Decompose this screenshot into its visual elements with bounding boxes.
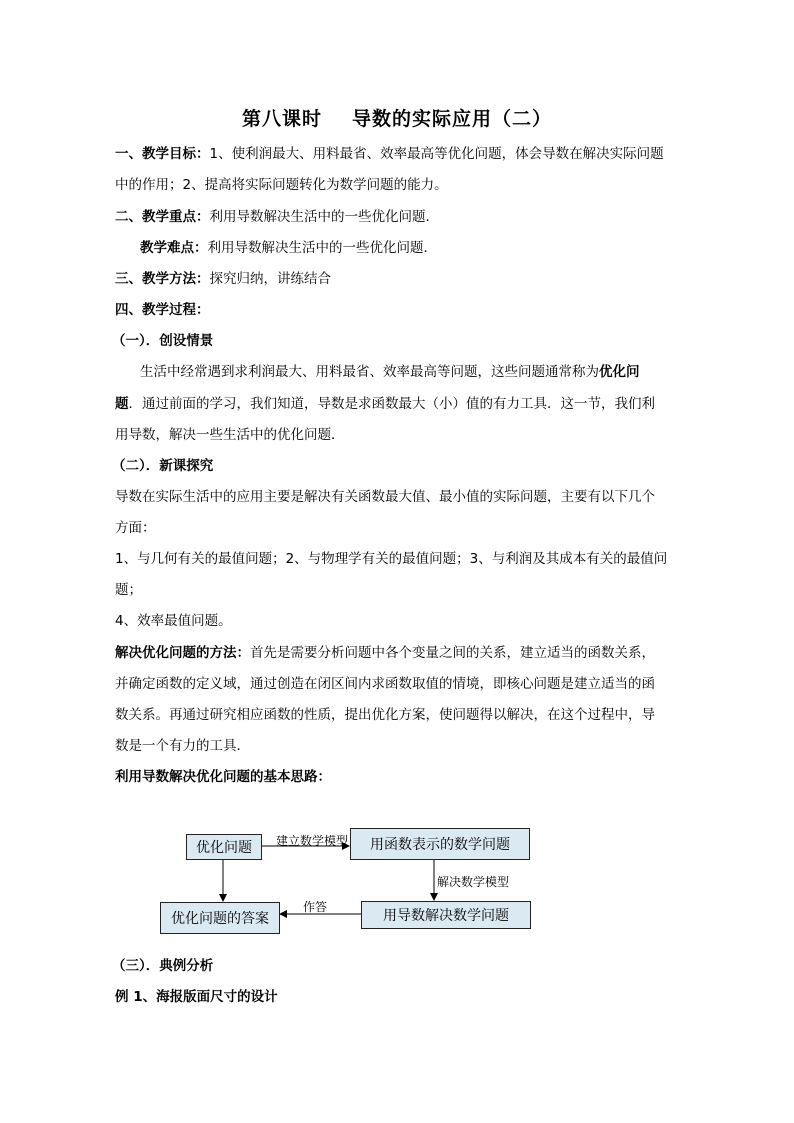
process-heading: 四、教学过程： [115,302,210,318]
key-points-line [115,207,439,227]
section1-text-2b: ．通过前面的学习，我们知道，导数是求函数最大（小）值的有力工具．这一节，我们利 [128,396,655,412]
method-para-line-1 [115,643,655,663]
objectives-label: 一、教学目标： [115,146,210,162]
basic-idea-heading: 利用导数解决优化问题的基本思路： [115,769,331,785]
flow-label-build: 建立数学模型 [276,834,349,848]
example1-heading: 例 1、海报版面尺寸的设计 [115,989,278,1005]
flow-label-answer: 作答 [303,900,328,914]
flow-box-answer [160,902,280,934]
section2-line-2: 方面： [115,520,156,536]
section1-heading: （一）．创设情景 [112,333,214,349]
objectives-line-2: 中的作用；2、提高将实际问题转化为数学问题的能力。 [115,177,448,193]
section1-line-1 [140,362,640,382]
key-points-label: 二、教学重点： [115,209,210,225]
flow-box-derivative-label: 用导数解决数学问题 [383,908,509,924]
section1-line-3: 用导数，解决一些生活中的优化问题． [115,427,345,443]
difficulty-line [140,238,437,258]
section2-line-3: 1、与几何有关的最值问题；2、与物理学有关的最值问题；3、与利润及其成本有关的最值问 [115,551,668,567]
flow-box-problem-label: 优化问题 [196,840,252,856]
difficulty-label: 教学难点： [140,240,208,256]
method-para-text-1: 首先是需要分析问题中各个变量之间的关系，建立适当的函数关系， [250,645,655,661]
page-title [0,104,794,131]
flow-label-solve: 解决数学模型 [437,875,510,889]
section2-line-5: 4、效率最值问题。 [115,613,232,629]
difficulty-text: 利用导数解决生活中的一些优化问题． [207,240,437,256]
section1-text-1a: 生活中经常遇到求利润最大、用料最省、效率最高等问题，这些问题通常称为 [140,364,599,380]
section1-line-2 [115,394,655,414]
flow-box-problem [186,834,262,860]
objectives-text-1: 1、使利润最大、用料最省、效率最高等优化问题，体会导数在解决实际问题 [209,146,664,162]
method-para-line-2: 并确定函数的定义域，通过创造在闭区间内求函数取值的情境，即核心问题是建立适当的函 [115,676,655,692]
section2-heading: （二）．新课探究 [112,458,214,474]
method-para-label: 解决优化问题的方法： [115,645,250,661]
section1-term-1: 优化问 [599,364,640,380]
method-text: 探究归纳，讲练结合 [209,271,331,287]
title-topic: 导数的实际应用（二） [352,108,553,130]
flow-box-function [350,828,530,860]
flow-box-derivative [361,901,531,929]
section1-term-2: 题 [115,396,129,412]
section2-line-4: 题； [115,582,142,598]
title-lesson: 第八课时 [241,108,322,130]
method-line [115,269,331,289]
method-label: 三、教学方法： [115,271,210,287]
flow-box-answer-label: 优化问题的答案 [171,911,269,927]
section2-line-1: 导数在实际生活中的应用主要是解决有关函数最大值、最小值的实际问题，主要有以下几个 [115,489,655,505]
section3-heading: （三）．典例分析 [112,958,214,974]
method-para-line-4: 数是一个有力的工具． [115,738,250,754]
method-para-line-3: 数关系。再通过研究相应函数的性质，提出优化方案，使问题得以解决，在这个过程中，导 [115,707,655,723]
objectives-line-1 [115,144,664,164]
flow-box-function-label: 用函数表示的数学问题 [370,837,510,853]
key-points-text: 利用导数解决生活中的一些优化问题． [209,209,439,225]
